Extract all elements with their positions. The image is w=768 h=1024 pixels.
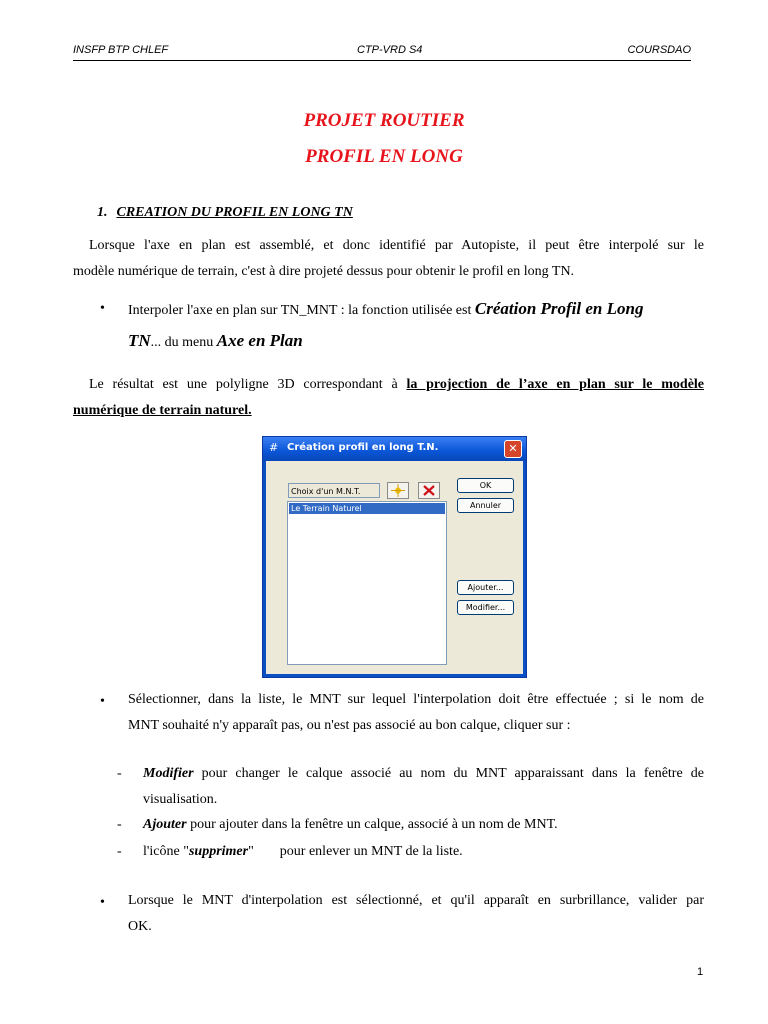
creation-profil-dialog: [262, 436, 527, 678]
bullet-select-mnt: [128, 687, 704, 739]
dialog-titlebar: [263, 437, 526, 461]
dash3-text-c: pour enlever un MNT de la liste.: [279, 844, 463, 859]
mnt-list[interactable]: [287, 501, 447, 665]
function-name: Création Profil en Long: [474, 299, 644, 318]
doc-title-line2: PROFIL EN LONG: [305, 146, 463, 167]
bullet2-line-1: Sélectionner, dans la liste, le MNT sur lequel l'interpolation doit être effectuée ; si le nom de: [128, 692, 704, 707]
intro-line-1: Lorsque l'axe en plan est assemblé, et donc identifié par Autopiste, il peut être interpolé sur le: [89, 238, 704, 253]
page-number: 1: [697, 966, 704, 978]
dash-marker: -: [117, 844, 122, 859]
intro-paragraph: [73, 233, 704, 285]
bullet-dot: •: [100, 694, 105, 709]
sparkle-icon: [388, 483, 408, 498]
bullet-text-a: Interpoler l'axe en plan sur TN_MNT : la fonction utilisée est: [128, 303, 475, 318]
dash1-text: pour changer le calque associé au nom du MNT apparaissant dans la fenêtre de: [193, 766, 704, 781]
dash3-text-b: ": [248, 844, 254, 859]
add-button[interactable]: Ajouter...: [457, 580, 514, 595]
result-emph-1: la projection de l’axe en plan sur le modèle: [406, 377, 705, 392]
dash-supprimer: [143, 839, 704, 865]
dash1-line-1: [143, 761, 704, 787]
result-paragraph: [73, 372, 704, 424]
dash1-line-2: visualisation.: [143, 792, 218, 807]
bullet-validate: [128, 888, 704, 940]
bullet-interpolate: [128, 296, 704, 356]
delete-button[interactable]: [418, 482, 440, 499]
cancel-button[interactable]: Annuler: [457, 498, 514, 513]
section-number: 1.: [97, 205, 108, 220]
add-layer-button[interactable]: [387, 482, 409, 499]
modifier-keyword: Modifier: [143, 766, 194, 781]
dash3-text-a: l'icône ": [143, 844, 189, 859]
close-icon[interactable]: ✕: [504, 440, 522, 458]
function-name-tail: TN: [128, 331, 151, 350]
dash-ajouter: [143, 812, 704, 838]
bullet3-line-1: Lorsque le MNT d'interpolation est sélectionné, et qu'il apparaît en surbrillance, valider par: [128, 893, 704, 908]
result-line-2: [73, 398, 704, 424]
result-line-1: [73, 372, 704, 398]
dash-marker: -: [117, 766, 122, 781]
dialog-body: [266, 461, 523, 674]
dash-marker: -: [117, 817, 122, 832]
result-emph-2: numérique de terrain naturel.: [73, 403, 252, 418]
menu-name: Axe en Plan: [216, 331, 303, 350]
ok-button[interactable]: OK: [457, 478, 514, 493]
intro-line-2: modèle numérique de terrain, c'est à dire projeté dessus pour obtenir le profil en long TN.: [73, 264, 575, 279]
header-brand: COURSDAO: [627, 44, 691, 56]
section-title: CREATION DU PROFIL EN LONG TN: [116, 205, 353, 220]
bullet-dot: •: [100, 895, 105, 910]
header-school: INSFP BTP CHLEF: [73, 44, 169, 56]
list-item-terrain-naturel[interactable]: Le Terrain Naturel: [289, 503, 445, 514]
dash-modifier: [143, 761, 704, 813]
bullet-text-b: ... du menu: [150, 335, 217, 350]
bullet3-line-2: OK.: [128, 919, 152, 934]
header-course: CTP-VRD S4: [357, 44, 423, 56]
mnt-choice-label: Choix d'un M.N.T.: [288, 483, 380, 498]
doc-title-line1: PROJET ROUTIER: [303, 110, 465, 131]
section-heading: [97, 205, 353, 221]
bullet-dot: •: [100, 301, 105, 316]
header-rule: [73, 60, 691, 61]
dialog-title: Création profil en long T.N.: [287, 442, 439, 453]
ajouter-keyword: Ajouter: [143, 817, 187, 832]
supprimer-keyword: supprimer: [188, 844, 249, 859]
modify-button[interactable]: Modifier...: [457, 600, 514, 615]
bullet2-line-2: MNT souhaité n'y apparaît pas, ou n'est pas associé au bon calque, cliquer sur :: [128, 718, 571, 733]
dialog-app-icon: #: [269, 441, 279, 454]
dash2-text: pour ajouter dans la fenêtre un calque, associé à un nom de MNT.: [186, 817, 558, 832]
delete-x-icon: [419, 483, 439, 498]
result-text: Le résultat est une polyligne 3D correspondant à: [89, 377, 407, 392]
